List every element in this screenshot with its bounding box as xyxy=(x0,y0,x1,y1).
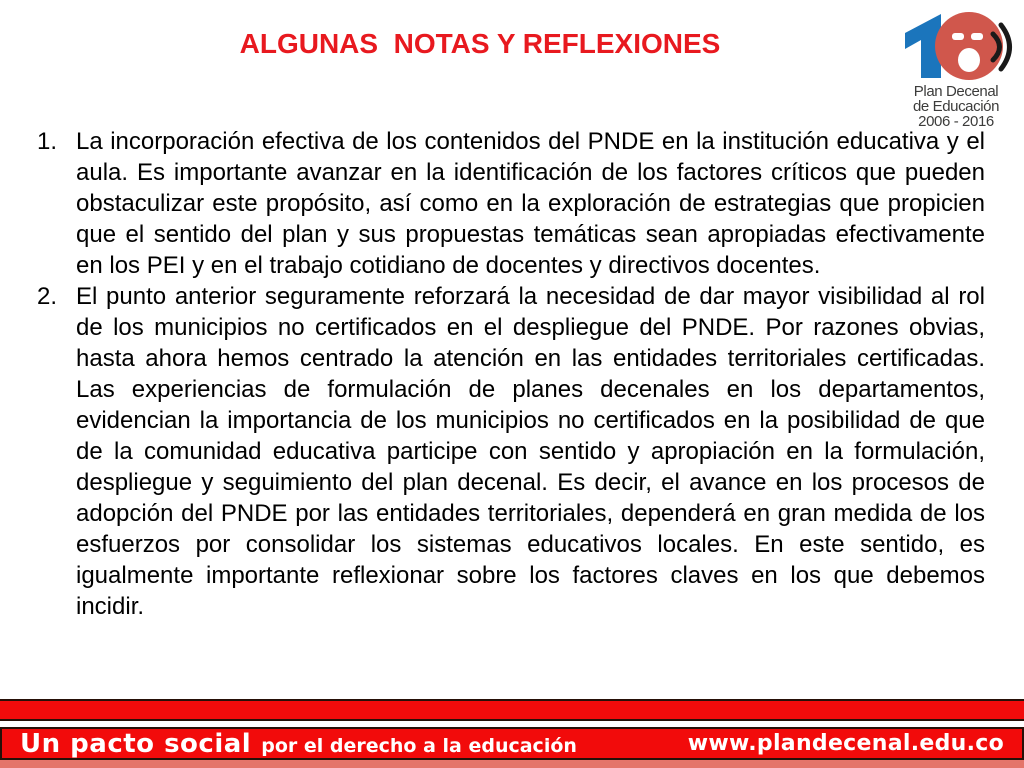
logo-mouth-icon xyxy=(958,48,980,72)
note-number: 2. xyxy=(37,283,58,310)
logo-eye-left-icon xyxy=(952,33,964,40)
logo-eye-right-icon xyxy=(971,33,983,40)
note-item-1 xyxy=(37,126,985,281)
plan-decenal-logo xyxy=(897,10,1015,129)
bottom-accent-strip xyxy=(0,760,1024,768)
slide-title: ALGUNAS NOTAS Y REFLEXIONES xyxy=(239,28,721,59)
logo-caption-line2: de Educación xyxy=(912,98,1000,115)
footer-slogan-rest: por el derecho a la educación xyxy=(261,734,577,757)
logo-caption-line3: 2006 - 2016 xyxy=(918,113,994,130)
logo-caption xyxy=(897,84,1015,129)
notes-list xyxy=(37,126,985,622)
note-text: La incorporación efectiva de los contenidos del PNDE en la institución educativa y el aula. Es importante avanzar en la identificación de los factores críticos que pueden obstaculizar este propósito, así como en la exploración de estrategias que propicien que el sentido del plan y sus propuestas temáticas sean apropiadas efectivamente en los PEI y en el trabajo cotidiano de docentes y directivos docentes. xyxy=(76,128,985,279)
note-text: El punto anterior seguramente reforzará la necesidad de dar mayor visibilidad al rol de los municipios no certificados en el despliegue del PNDE. Por razones obvias, hasta ahora hemos centrado la atención en las entidades territoriales certificadas. Las experiencias de formulación de planes decenales en los departamentos, evidencian la importancia de los municipios no certificados en la posibilidad de que de la comunidad educativa participe con sentido y apropiación en la formulación, despliegue y seguimiento del plan decenal. Es decir, el avance en los procesos de adopción del PNDE por las entidades territoriales, dependerá en gran medida de los esfuerzos por consolidar los sistemas educativos locales. En este sentido, es igualmente importante reflexionar sobre los factores claves en los que debemos incidir. xyxy=(76,283,985,620)
note-number: 1. xyxy=(37,128,58,155)
note-item-2 xyxy=(37,281,985,622)
logo-caption-line1: Plan Decenal xyxy=(913,83,999,100)
footer-slogan-main: Un pacto social xyxy=(20,728,252,759)
footer-slogan xyxy=(20,729,577,759)
footer-website-text: www.plandecenal.edu.co xyxy=(687,731,1004,756)
footer-bar xyxy=(0,727,1024,760)
plan-decenal-logo-icon xyxy=(897,10,1015,82)
red-divider-bar xyxy=(0,699,1024,721)
